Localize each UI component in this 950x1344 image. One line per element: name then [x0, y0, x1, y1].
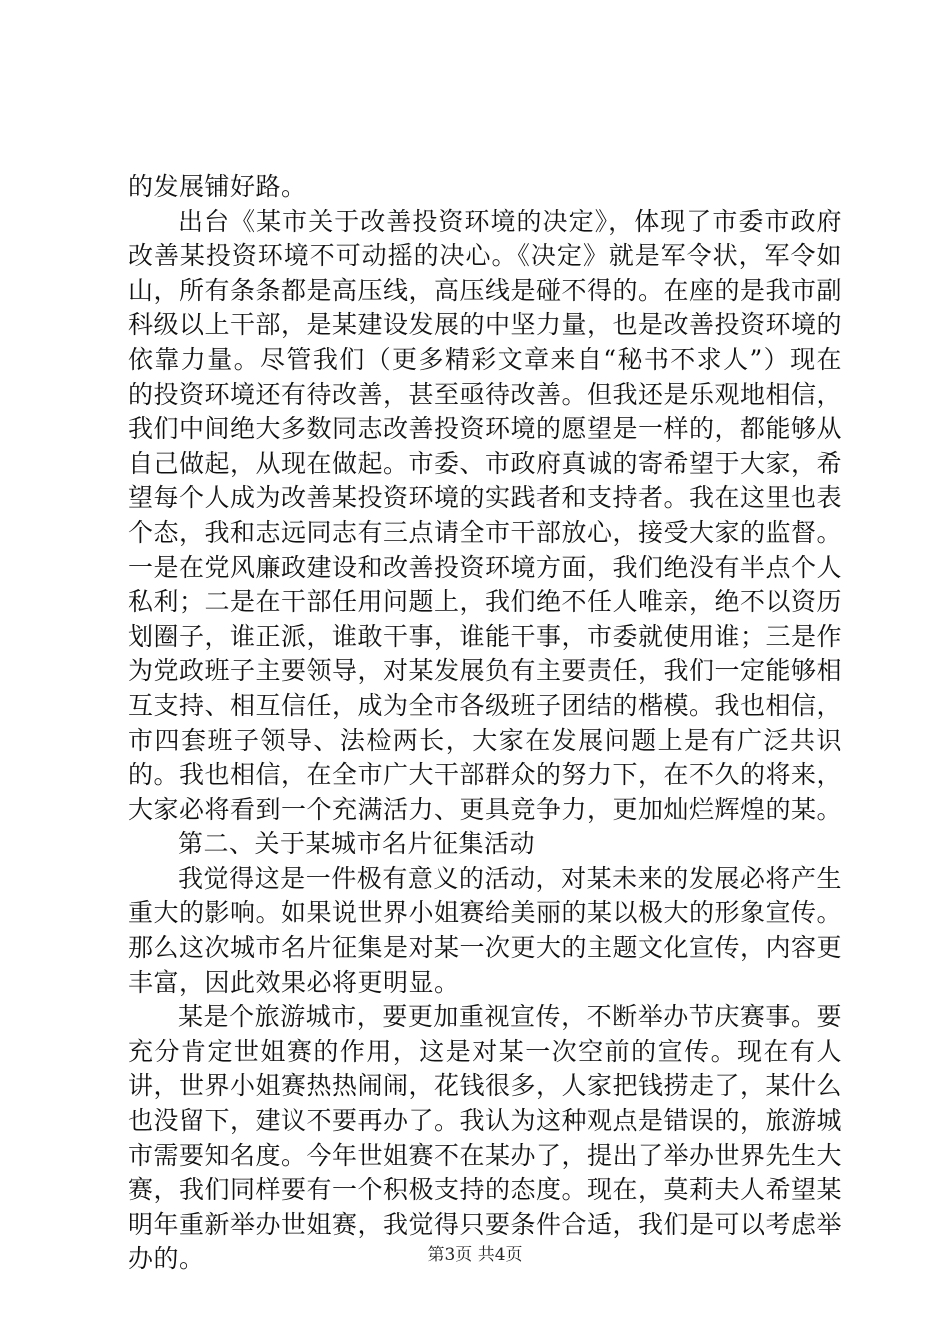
paragraph-tourism-promotion: 某是个旅游城市，要更加重视宣传，不断举办节庆赛事。要充分肯定世姐赛的作用，这是对某一次空前的宣传。现在有人讲，世界小姐赛热热闹闹，花钱很多，人家把钱捞走了，某什么也没留下，建议不要再办了。我认为这种观点是错误的，旅游城市需要知名度。今年世姐赛不在某办了，提出了举办世界先生大赛，我们同样要有一个积极支持的态度。现在，莫莉夫人希望某明年重新举办世姐赛，我觉得只要条件合适，我们是可以考虑举办的。	[128, 1002, 843, 1274]
section-heading-city-card: 第二、关于某城市名片征集活动	[178, 829, 536, 859]
document-body	[128, 170, 842, 1277]
paragraph-continuation: 的发展铺好路。	[128, 172, 307, 201]
paragraph-city-card-significance: 我觉得这是一件极有意义的活动，对某未来的发展必将产生重大的影响。如果说世界小姐赛给美丽的某以极大的形象宣传。那么这次城市名片征集是对某一次更大的主题文化宣传，内容更丰富，因此效果必将更明显。	[128, 863, 843, 997]
paragraph-investment-decision: 出台《某市关于改善投资环境的决定》，体现了市委市政府改善某投资环境不可动摇的决心。《决定》就是军令状，军令如山，所有条条都是高压线，高压线是碰不得的。在座的是我市副科级以上干部，是某建设发展的中坚力量，也是改善投资环境的依靠力量。尽管我们（更多精彩文章来自“秘书不求人”）现在的投资环境还有待改善，甚至亟待改善。但我还是乐观地相信，我们中间绝大多数同志改善投资环境的愿望是一样的，都能够从自己做起，从现在做起。市委、市政府真诚的寄希望于大家，希望每个人成为改善某投资环境的实践者和支持者。我在这里也表个态，我和志远同志有三点请全市干部放心，接受大家的监督。一是在党风廉政建设和改善投资环境方面，我们绝没有半点个人私利；二是在干部任用问题上，我们绝不任人唯亲，绝不以资历划圈子，谁正派，谁敢干事，谁能干事，市委就使用谁；三是作为党政班子主要领导，对某发展负有主要责任，我们一定能够相互支持、相互信任，成为全市各级班子团结的楷模。我也相信，市四套班子领导、法检两长，大家在发展问题上是有广泛共识的。我也相信，在全市广大干部群众的努力下，在不久的将来，大家必将看到一个充满活力、更具竞争力，更加灿烂辉煌的某。	[128, 206, 843, 824]
page-number-footer: 第3页 共4页	[427, 1245, 523, 1265]
